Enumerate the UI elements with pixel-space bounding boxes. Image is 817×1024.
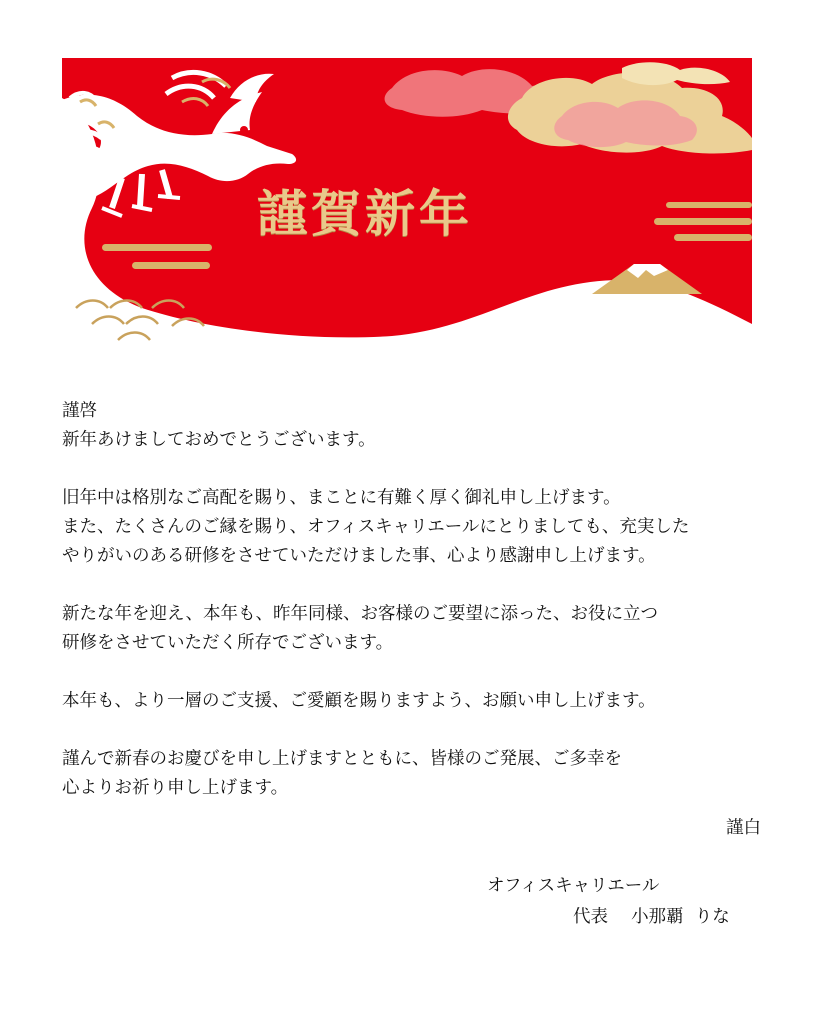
letter-closing: 謹白 [726,818,761,838]
paragraph-line: 謹んで新春のお慶びを申し上げますとともに、皆様のご発展、ご多幸を [62,749,622,769]
banner-title: 謹賀新年 [257,184,473,243]
letter-body [62,397,762,803]
sender-organization: オフィスキャリエール [487,876,660,896]
paragraph-line: 心よりお祈り申し上げます。 [62,778,289,798]
sender-name: 代表 小那覇 りな [573,907,730,927]
letter-greeting: 新年あけましておめでとうございます。 [62,430,376,450]
paragraph-line: 研修をさせていただく所存でございます。 [62,633,394,653]
paragraph-line: また、たくさんのご縁を賜り、オフィスキャリエールにとりましても、充実した [62,517,690,537]
letter-opening: 謹啓 [62,401,97,421]
paragraph-line: 旧年中は格別なご高配を賜り、まことに有難く厚く御礼申し上げます。 [62,488,621,508]
paragraph-line: 新たな年を迎え、本年も、昨年同様、お客様のご要望に添った、お役に立つ [62,604,659,624]
paragraph-line: 本年も、より一層のご支援、ご愛顧を賜りますよう、お願い申し上げます。 [62,691,656,711]
new-year-banner [62,58,752,358]
paragraph-line: やりがいのある研修をさせていただけました事、心より感謝申し上げます。 [62,546,656,566]
